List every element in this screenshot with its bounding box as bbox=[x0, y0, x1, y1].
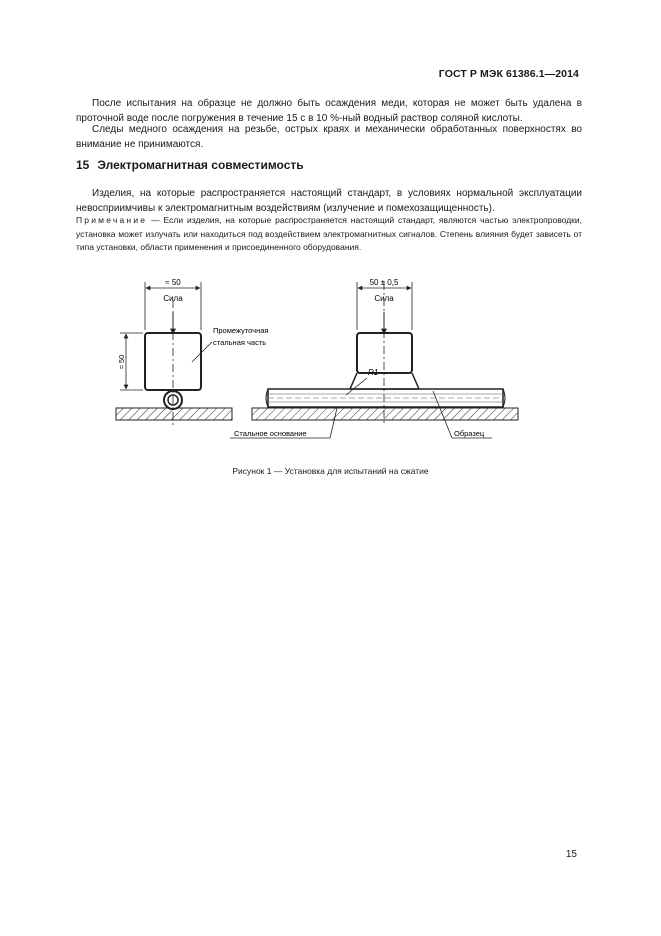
paragraph-emc bbox=[76, 186, 582, 216]
paragraph-text: Следы медного осаждения на резьбе, острых краях и механически обработанных поверхностях во внимание не принимаются. bbox=[76, 124, 582, 150]
left-height-dim: ≈ 50 bbox=[117, 354, 126, 370]
section-title: Электромагнитная совместимость bbox=[97, 158, 304, 172]
right-force-label: Сила bbox=[374, 294, 394, 303]
note-block bbox=[76, 214, 582, 255]
radius-label: R1 bbox=[368, 368, 379, 377]
figure-compression-test bbox=[100, 270, 530, 460]
figure-drawing bbox=[100, 270, 530, 455]
note-label: Примечание bbox=[76, 215, 148, 225]
intermediate-label-1: Промежуточная bbox=[213, 326, 269, 335]
sample-label: Образец bbox=[454, 429, 485, 438]
base-label: Стальное основание bbox=[234, 429, 307, 438]
left-width-dim: ≈ 50 bbox=[165, 278, 181, 287]
figure-caption: Рисунок 1 — Установка для испытаний на сжатие bbox=[232, 466, 429, 476]
right-block-bevel bbox=[350, 373, 419, 389]
page-number: 15 bbox=[565, 849, 577, 860]
paragraph-text: Изделия, на которые распространяется настоящий стандарт, в условиях нормальной эксплуатации невосприимчивы к электромагнитным воздействиям (излучение и помехозащищенность). bbox=[76, 188, 582, 214]
paragraph-text: После испытания на образце не должно быть осаждения меди, которая не может быть удалена в проточной воде после погружения в течение 15 с в 10 %-ный водный раствор соляной кислоты. bbox=[76, 98, 582, 124]
section-heading bbox=[76, 158, 304, 172]
right-steel-block bbox=[357, 333, 412, 373]
right-setup bbox=[230, 278, 518, 438]
right-base-plate bbox=[252, 408, 518, 420]
left-force-label: Сила bbox=[163, 294, 183, 303]
left-setup bbox=[116, 278, 268, 425]
right-width-dim: 50 ± 0,5 bbox=[369, 278, 399, 287]
paragraph-traces bbox=[76, 122, 582, 152]
document-header: ГОСТ Р МЭК 61386.1—2014 bbox=[438, 68, 579, 80]
note-text: — Если изделия, на которые распространяется настоящий стандарт, являются частью электропроводки, установка может излучать или находиться под воздействием электромагнитных сигналов. Степень влияния будет зависеть от типа установки, области применения и присоединенного оборудования. bbox=[76, 215, 582, 252]
section-number: 15 bbox=[76, 158, 90, 172]
intermediate-label-2: стальная часть bbox=[213, 338, 267, 347]
